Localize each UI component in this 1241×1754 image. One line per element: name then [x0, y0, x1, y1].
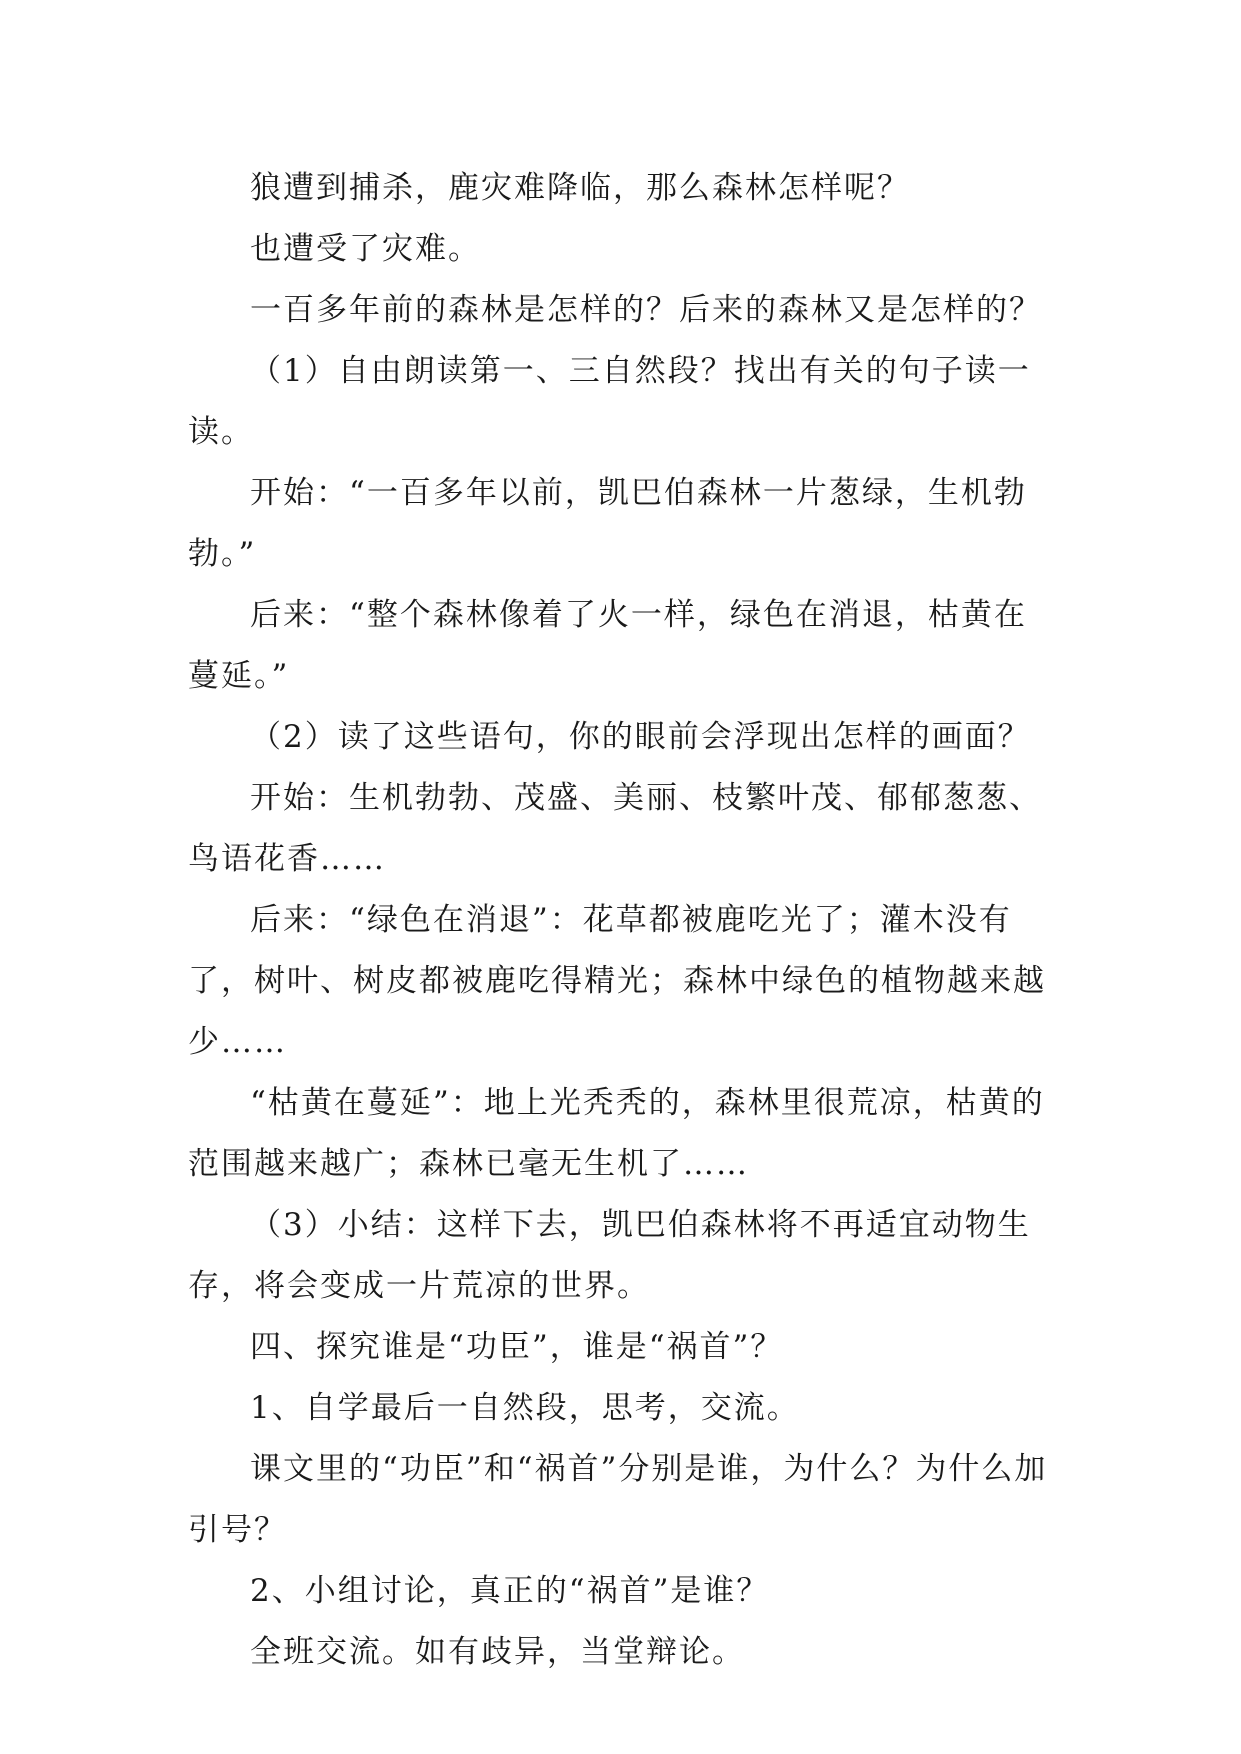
paragraph: 后来：“整个森林像着了火一样，绿色在消退，枯黄在蔓延。” — [188, 597, 1027, 694]
paragraph: （1）自由朗读第一、三自然段？找出有关的句子读一读。 — [188, 353, 1031, 450]
paragraph: 课文里的“功臣”和“祸首”分别是谁，为什么？为什么加引号？ — [188, 1451, 1048, 1548]
paragraph: 狼遭到捕杀，鹿灾难降临，那么森林怎样呢？ — [250, 170, 910, 206]
paragraph: 四、探究谁是“功臣”，谁是“祸首”？ — [250, 1329, 784, 1365]
paragraph: 全班交流。如有歧异，当堂辩论。 — [250, 1634, 745, 1670]
paragraph: （2）读了这些语句，你的眼前会浮现出怎样的画面？ — [250, 719, 1031, 755]
paragraph: 也遭受了灾难。 — [250, 231, 481, 267]
document-body — [188, 158, 1058, 1683]
paragraph: 开始：生机勃勃、茂盛、美丽、枝繁叶茂、郁郁葱葱、鸟语花香…… — [188, 780, 1042, 877]
paragraph: 开始：“一百多年以前，凯巴伯森林一片葱绿，生机勃勃。” — [188, 475, 1027, 572]
paragraph: 2、小组讨论，真正的“祸首”是谁？ — [250, 1573, 770, 1609]
paragraph: “枯黄在蔓延”：地上光秃秃的，森林里很荒凉，枯黄的范围越来越广；森林已毫无生机了…… — [188, 1085, 1045, 1182]
paragraph: 后来：“绿色在消退”：花草都被鹿吃光了；灌木没有了，树叶、树皮都被鹿吃得精光；森林中绿色的植物越来越少…… — [188, 902, 1046, 1060]
paragraph: 1、自学最后一自然段，思考，交流。 — [250, 1390, 800, 1426]
paragraph: 一百多年前的森林是怎样的？后来的森林又是怎样的？ — [250, 292, 1042, 328]
paragraph: （3）小结：这样下去，凯巴伯森林将不再适宜动物生存，将会变成一片荒凉的世界。 — [188, 1207, 1031, 1304]
